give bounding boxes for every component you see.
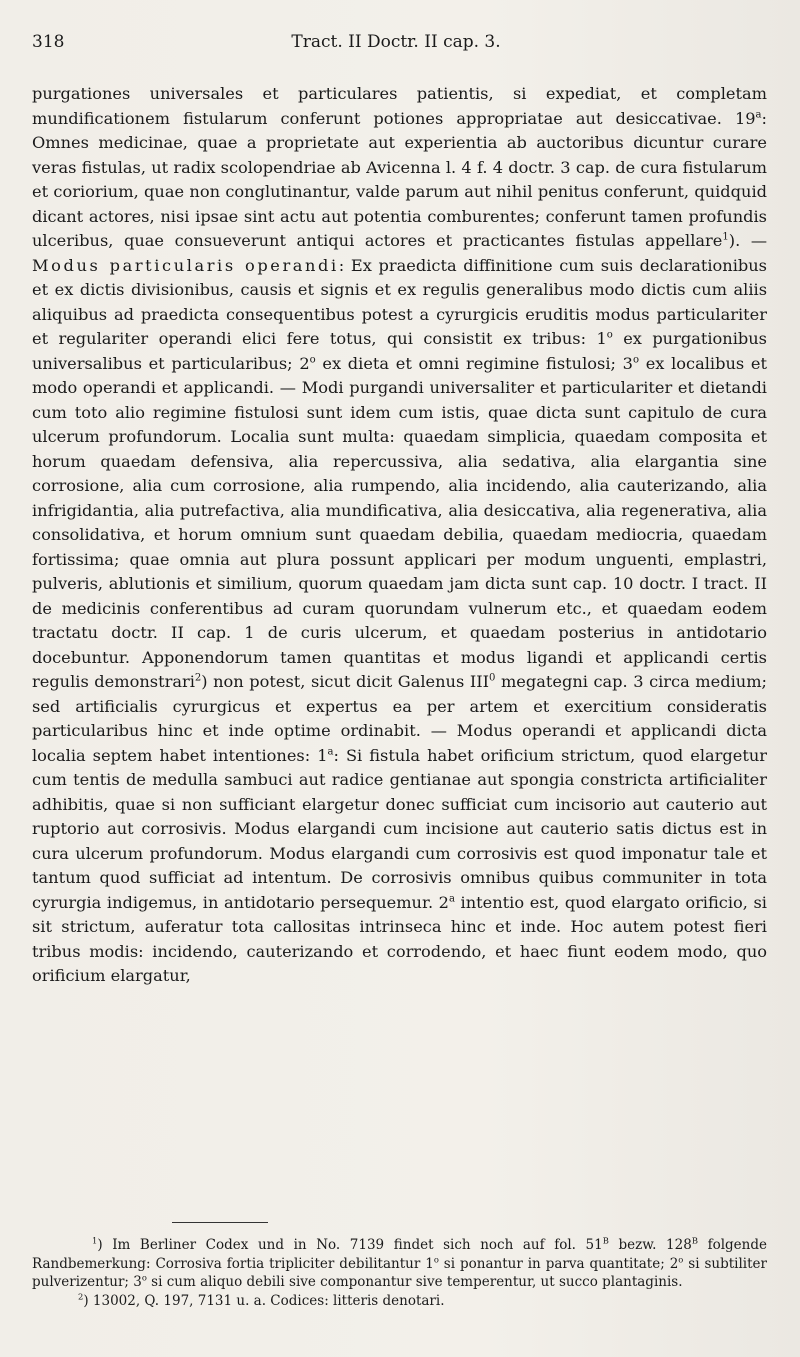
text-run: ). — [728, 231, 768, 250]
superscript: o [606, 329, 613, 341]
page-header [32, 32, 760, 60]
superscript: o [632, 354, 639, 366]
footnote-divider [172, 1222, 268, 1223]
footnote-2 [32, 1292, 767, 1311]
text-run: megategni cap. 3 circa medium; sed artificialis cyrurgicus et expertus ea per artem et exercitium consideratis particularibus hinc et inde optime ordinabit. — Modus operandi et applicandi dicta localia septem habet intentiones: 1 [32, 672, 767, 765]
superscript: B [691, 1235, 698, 1246]
footnote-ref: 1 [722, 231, 729, 243]
superscript: a [327, 746, 334, 758]
page-number: 318 [32, 32, 65, 52]
text-run: : Ex praedicta diffinitione cum suis declarationibus et ex dictis divisionibus, causis et signis et ex regulis generalibus modo dictis cum aliis aliquibus ad praedicta consequentibus potest a cyrurgicis eruditis modus particulariter et regulariter operandi elici fere totus, qui consistit ex tribus: 1 [32, 255, 767, 348]
text-run: ) non potest, sicut dicit Galenus III [201, 672, 490, 691]
spaced-heading: Modus particularis operandi [32, 255, 339, 275]
superscript: o [309, 354, 316, 366]
superscript: o [141, 1272, 147, 1283]
running-head: Tract. II Doctr. II cap. 3. [291, 32, 501, 52]
superscript: o [433, 1254, 439, 1265]
text-run: ex purgationibus universalibus et particularibus; 2 [32, 329, 767, 373]
text-run: bezw. 128 [608, 1237, 692, 1253]
text-run: : Si fistula habet orificium strictum, quod elargetur cum tentis de medulla sambuci aut radice gentianae aut spongia constricta artificialiter adhibitis, quae si non sufficiant elargetur donec sufficiat cum incisorio aut cauterio aut ruptorio aut corrosivis. Modus elargandi cum incisione aut cauterio satis dictus est in cura ulcerum profundorum. Modus elargandi cum corrosivis est quod imponatur tale et tantum quod sufficiat ad intentum. De corrosivis omnibus quibus communiter in tota cyrurgia indigemus, in antidotario persequemur. 2 [32, 745, 767, 912]
text-run: si subtiliter pulverizentur; 3 [32, 1255, 767, 1291]
superscript: a [755, 109, 762, 121]
paragraph [32, 82, 767, 989]
text-run: : Omnes medicinae, quae a proprietate aut experientia ab auctoribus dicuntur curare veras fistulas, ut radix scolopendriae ab Avicenna l. 4 f. 4 doctr. 3 cap. de cura fistularum et coriorium, quae non conglutinantur, valde parum aut nihil penitus conferunt, quidquid dicant actores, nisi ipsae sint actu aut potentia comburentes; conferunt tamen profundis ulceribus, quae consueverunt antiqui actores et practicantes fistulas appellare [32, 108, 767, 250]
footnote-mark: 1 [92, 1235, 98, 1246]
text-run: ex dieta et omni regimine fistulosi; 3 [315, 353, 633, 373]
text-run: si ponantur in parva quantitate; 2 [438, 1255, 679, 1272]
text-run: ) 13002, Q. 197, 7131 u. a. Codices: litteris denotari. [83, 1292, 445, 1309]
footnote-1 [32, 1236, 767, 1292]
superscript: a [448, 893, 455, 905]
footnotes [32, 1236, 767, 1310]
text-run: folgende Randbemerkung: Corrosiva fortia tripliciter debilitantur 1 [32, 1237, 767, 1272]
text-run: ex localibus et modo operandi et applicandi. — Modi purgandi universaliter et particulariter et dietandi cum toto alio regimine fistulosi sunt idem cum istis, quae dicta sunt capitulo de cura ulcerum profundorum. Localia sunt multa: quaedam simplicia, quaedam composita et horum quaedam defensiva, alia repercussiva, alia sedativa, alia elargantia sine corrosione, alia cum corrosione, alia rumpendo, alia incidendo, alia cauterizando, alia infrigidantia, alia putrefactiva, alia mundificativa, alia desiccativa, alia regenerativa, alia consolidativa, et horum omnium sunt quaedam debilia, quaedam mediocria, quaedam fortissima; quae omnia aut plura possunt applicari per modum unguenti, emplastri, pulveris, ablutionis et similium, quorum quaedam jam dicta sunt cap. 10 doctr. I tract. II de medicinis conferentibus ad curam quorundam vulnerum etc., et quaedam eodem tractatu doctr. II cap. 1 de curis ulcerum, et quaedam posterius in antidotario docebuntur. Apponendorum tamen quantitas et modus ligandi et applicandi certis regulis demonstrari [32, 353, 767, 691]
footnote-mark: 2 [78, 1291, 84, 1302]
text-run: purgationes universales et particulares patientis, si expediat, et completam mundificationem fistularum conferunt potiones appropriatae aut desiccativae. 19 [32, 84, 767, 128]
text-run: ) Im Berliner Codex und in No. 7139 findet sich noch auf fol. 51 [97, 1237, 603, 1253]
superscript: 0 [489, 672, 496, 684]
text-run: si cum aliquo debili sive componantur sive temperentur, ut succo plantaginis. [146, 1274, 683, 1291]
main-text [32, 82, 767, 989]
superscript: o [678, 1254, 684, 1265]
text-run: intentio est, quod elargato orificio, si sit strictum, auferatur tota callositas intrinseca hinc et inde. Hoc autem potest fieri tribus modis: incidendo, cauterizando et corrodendo, et haec fiunt eodem modo, quo orificium elargatur, [32, 892, 767, 985]
superscript: B [602, 1235, 609, 1246]
footnote-ref: 2 [194, 672, 202, 684]
